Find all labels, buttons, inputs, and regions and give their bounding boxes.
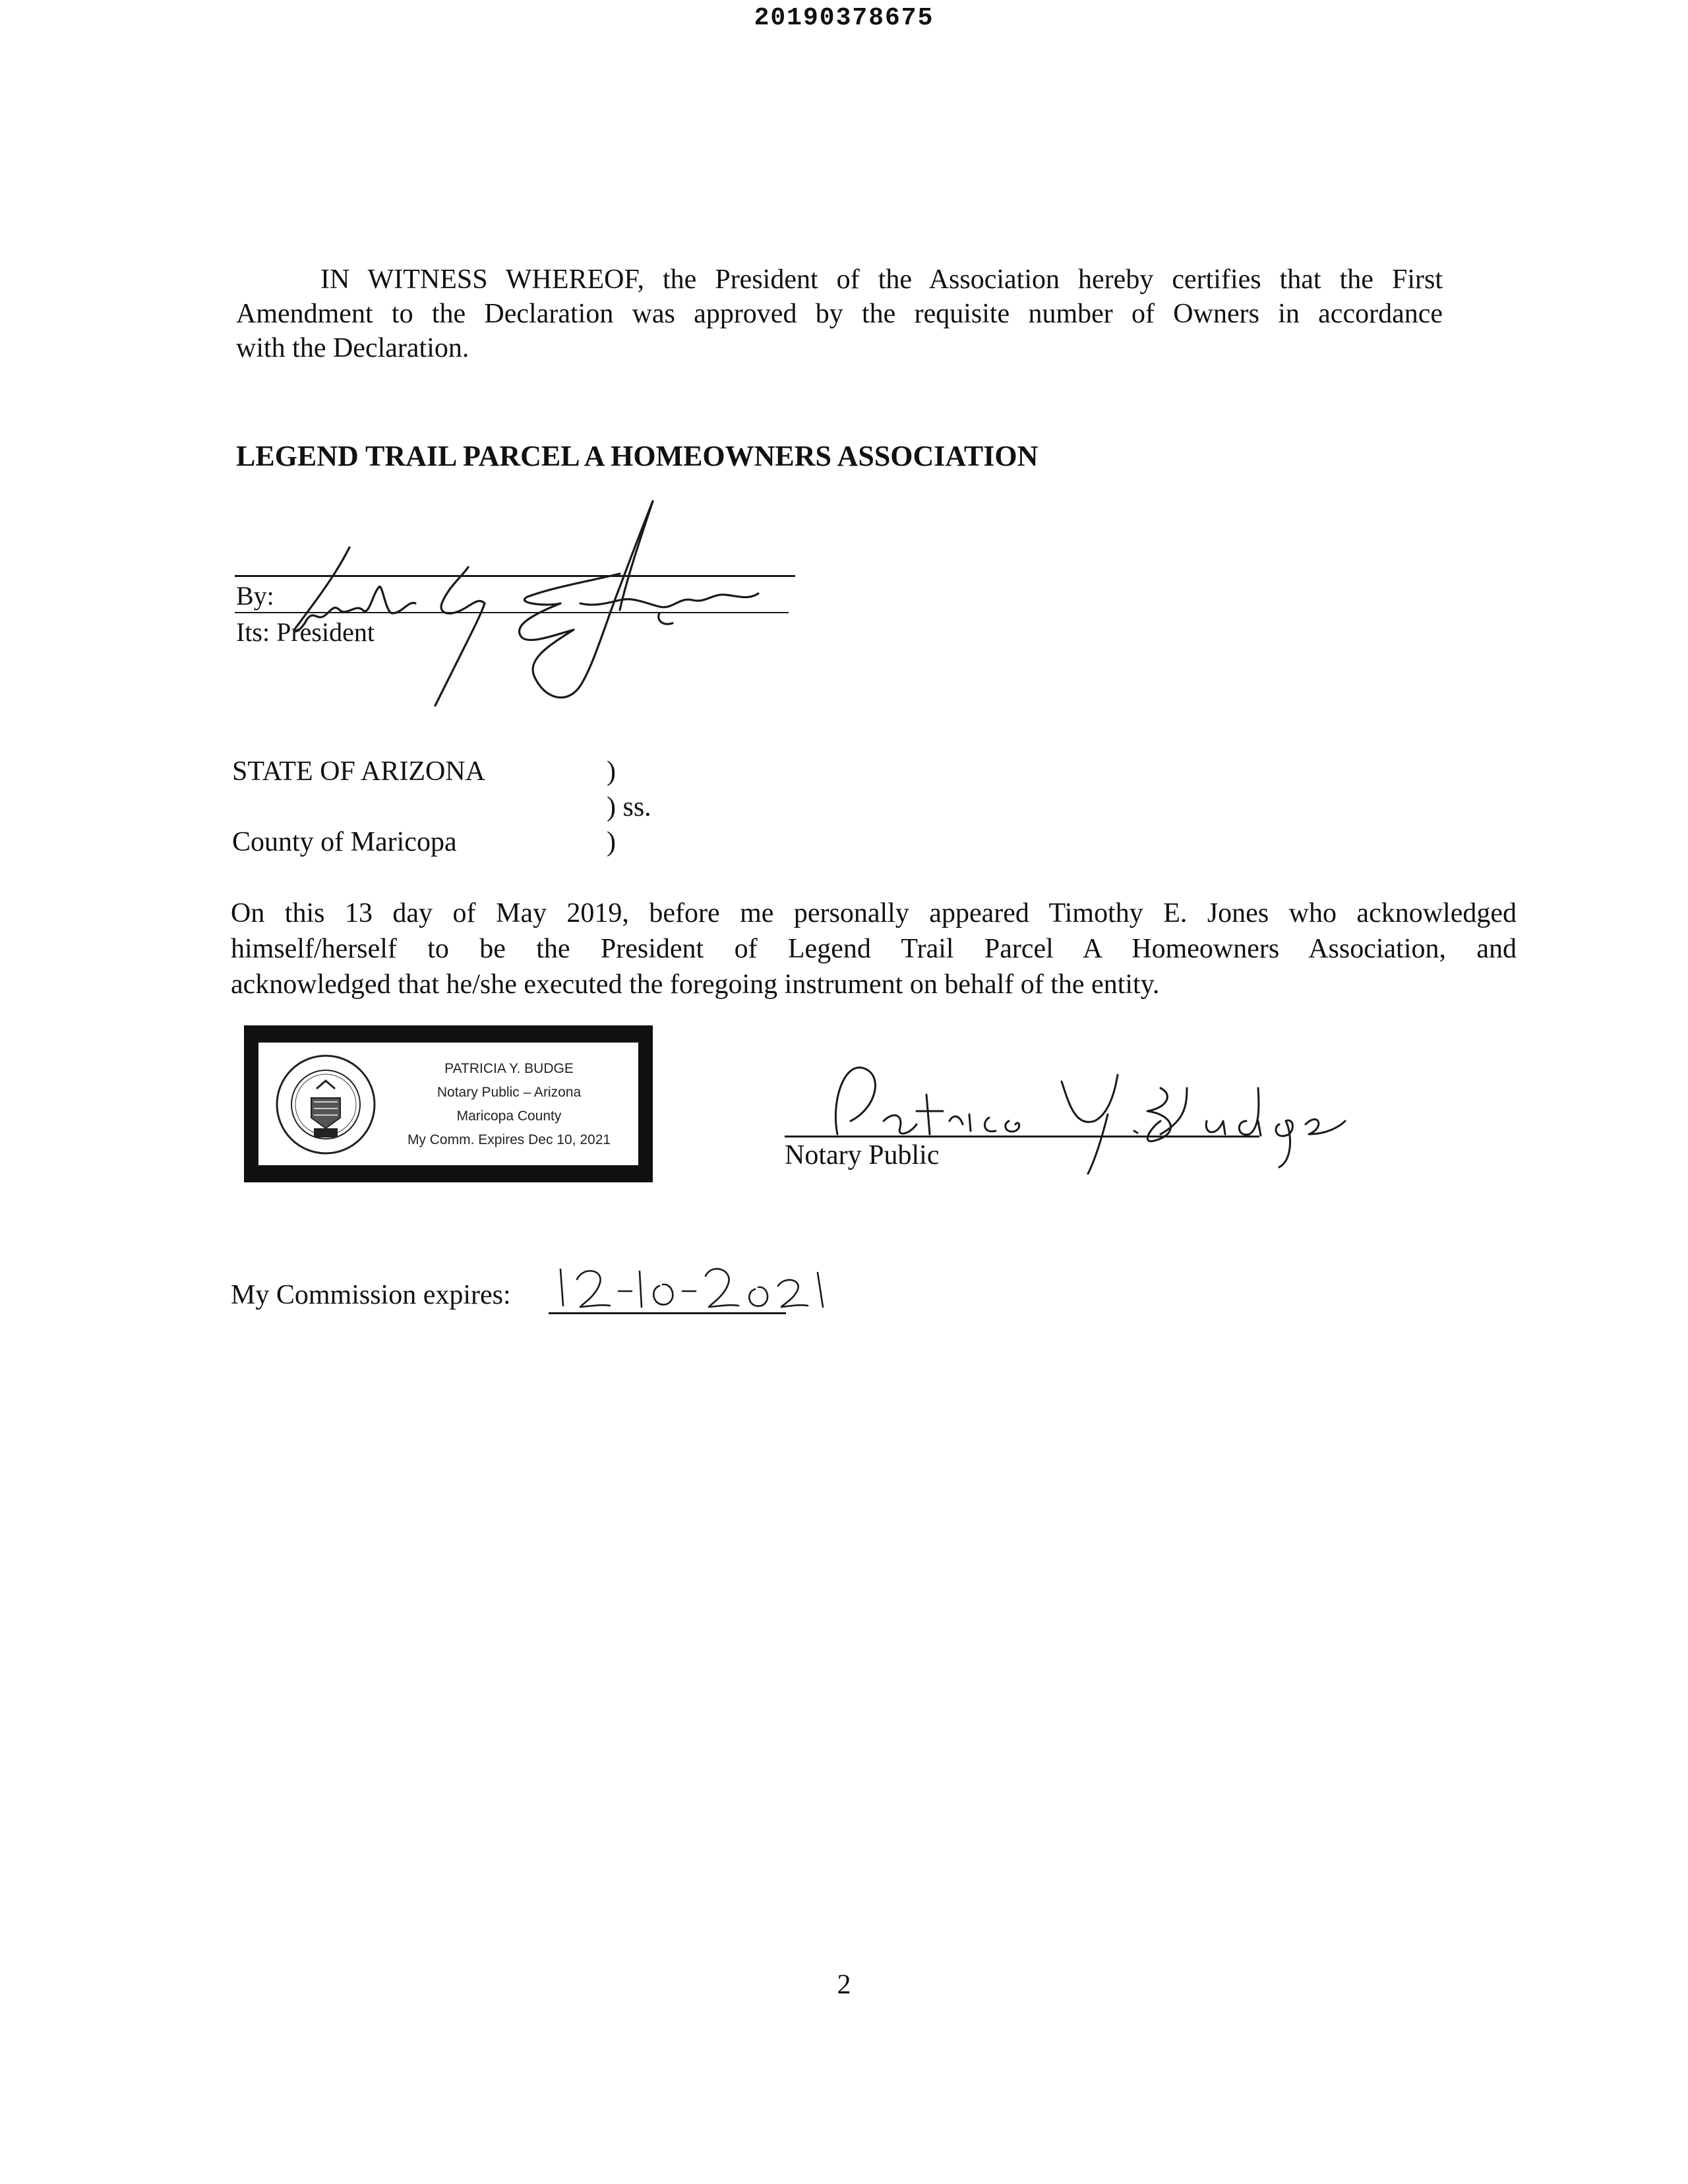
notary-signature: [818, 1048, 1398, 1180]
seal-notary-title: Notary Public – Arizona: [437, 1085, 582, 1100]
association-heading: LEGEND TRAIL PARCEL A HOMEOWNERS ASSOCIATION: [236, 440, 1039, 472]
ack-line-2: himself/herself to be the President of Legend Trail Parcel A Homeowners Association, and: [231, 934, 1517, 964]
page-number: 2: [837, 1970, 851, 2000]
arizona-state-seal-icon: [273, 1052, 378, 1157]
venue-paren-top: ): [607, 756, 616, 787]
witness-line-1: IN WITNESS WHEREOF, the President of the Association hereby certifies that the First: [320, 264, 1443, 295]
notary-public-label: Notary Public: [785, 1140, 940, 1170]
seal-text-block: [397, 1057, 621, 1152]
notary-seal-stamp: [244, 1025, 653, 1182]
commission-expires-label: My Commission expires:: [231, 1280, 511, 1310]
witness-paragraph: [236, 262, 1443, 365]
seal-county: Maricopa County: [456, 1108, 562, 1124]
its-president-label: Its: President: [236, 617, 375, 647]
venue-paren-bottom: ): [607, 827, 616, 857]
seal-notary-name: PATRICIA Y. BUDGE: [444, 1061, 574, 1076]
state-label: STATE OF ARIZONA: [232, 756, 485, 787]
witness-line-2: Amendment to the Declaration was approved by the requisite number of Owners in accordance: [236, 299, 1443, 329]
venue-ss: ) ss.: [607, 792, 651, 822]
county-label: County of Maricopa: [232, 827, 457, 857]
acknowledgment-paragraph: [231, 895, 1517, 1002]
president-signature: [251, 488, 804, 712]
commission-date-handwritten: [547, 1253, 877, 1325]
ack-line-3: acknowledged that he/she executed the foregoing instrument on behalf of the entity.: [231, 969, 1160, 1000]
document-number: 20190378675: [754, 4, 934, 32]
seal-expiration: My Comm. Expires Dec 10, 2021: [407, 1132, 611, 1147]
ack-line-1: On this 13 day of May 2019, before me personally appeared Timothy E. Jones who acknowledged: [231, 898, 1517, 928]
by-label: By:: [236, 581, 274, 611]
witness-line-3: with the Declaration.: [236, 333, 469, 363]
